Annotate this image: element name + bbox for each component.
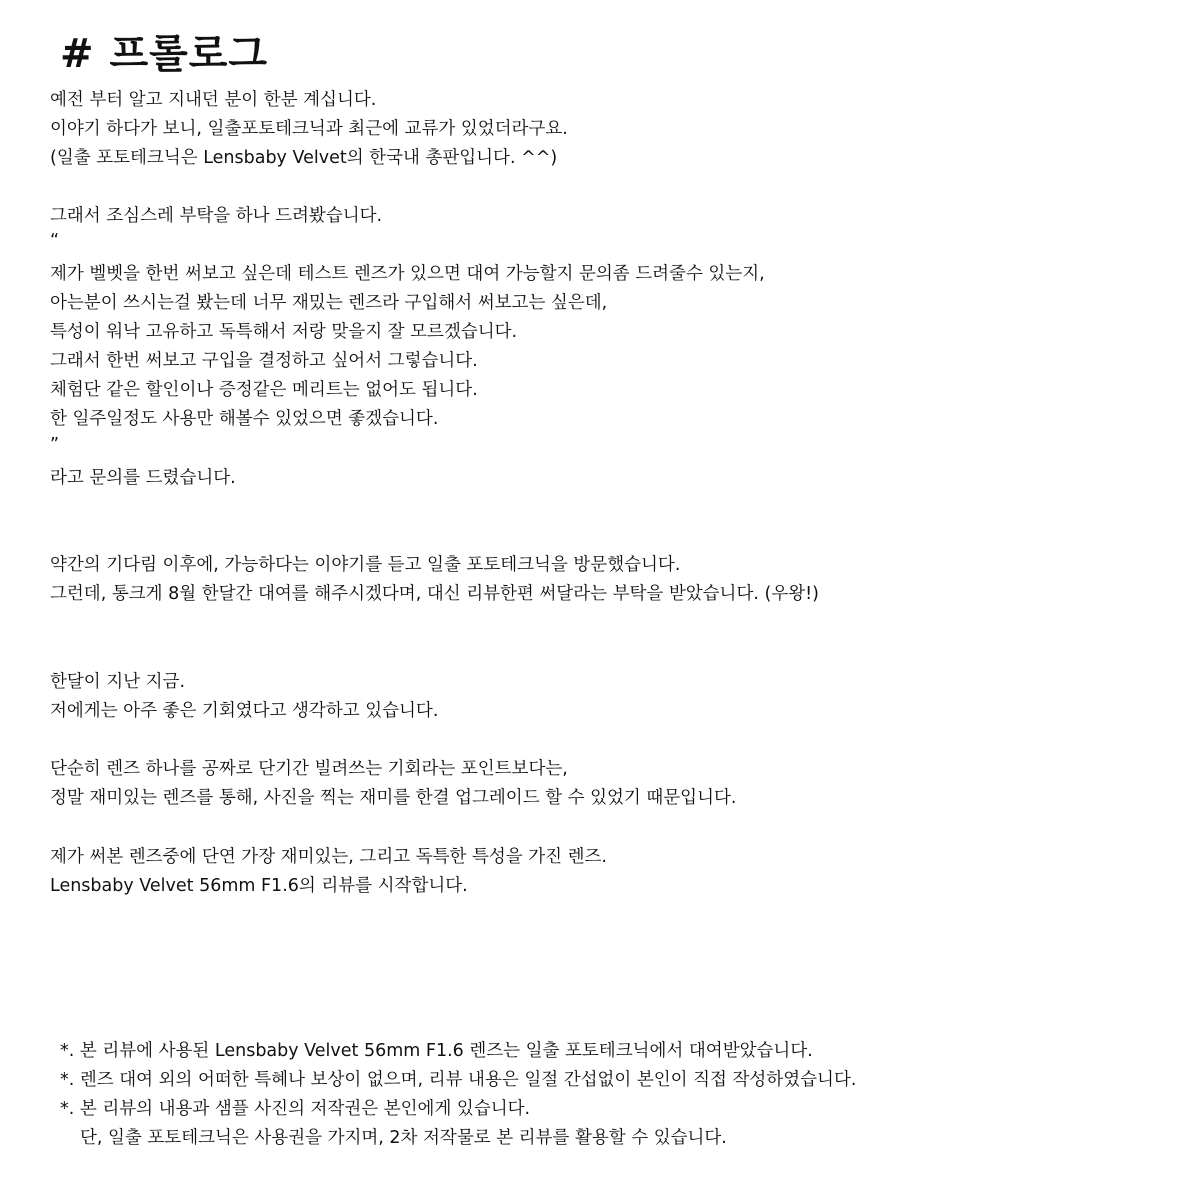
- inquiry-line-6: 한 일주일정도 사용만 해볼수 있었으면 좋겠습니다.: [50, 409, 439, 429]
- now-line-2: 저에게는 아주 좋은 기회였다고 생각하고 있습니다.: [50, 701, 439, 721]
- reason-line-1: 단순히 렌즈 하나를 공짜로 단기간 빌려쓰는 기회라는 포인트보다는,: [50, 759, 568, 779]
- intro-line-1: 예전 부터 알고 지내던 분이 한분 계십니다.: [50, 90, 377, 110]
- start-line-1: 제가 써본 렌즈중에 단연 가장 재미있는, 그리고 독특한 특성을 가진 렌즈.: [50, 847, 607, 867]
- inquiry-line-5: 체험단 같은 할인이나 증정같은 메리트는 없어도 됩니다.: [50, 380, 478, 400]
- page-title: # 프롤로그: [60, 31, 269, 77]
- inquiry-line-2: 아는분이 쓰시는걸 봤는데 너무 재밌는 렌즈라 구입해서 써보고는 싶은데,: [50, 293, 608, 313]
- disclaimer-note-3: *. 본 리뷰의 내용과 샘플 사진의 저작권은 본인에게 있습니다.: [60, 1099, 531, 1119]
- visit-line-2: 그런데, 통크게 8월 한달간 대여를 해주시겠다며, 대신 리뷰한편 써달라는 부탁을 받았습니다. (우왕!): [50, 584, 819, 604]
- disclaimer-note-4: 단, 일출 포토테크닉은 사용권을 가지며, 2차 저작물로 본 리뷰를 활용할 수 있습니다.: [80, 1128, 727, 1148]
- reason-line-2: 정말 재미있는 렌즈를 통해, 사진을 찍는 재미를 한결 업그레이드 할 수 있었기 때문입니다.: [50, 788, 737, 808]
- visit-line-1: 약간의 기다림 이후에, 가능하다는 이야기를 듣고 일출 포토테크닉을 방문했습니다.: [50, 555, 681, 575]
- inquiry-line-4: 그래서 한번 써보고 구입을 결정하고 싶어서 그렇습니다.: [50, 351, 478, 371]
- now-line-1: 한달이 지난 지금.: [50, 672, 186, 692]
- disclaimer-note-1: *. 본 리뷰에 사용된 Lensbaby Velvet 56mm F1.6 렌즈는 일출 포토테크닉에서 대여받았습니다.: [60, 1041, 813, 1061]
- disclaimer-note-2: *. 렌즈 대여 외의 어떠한 특혜나 보상이 없으며, 리뷰 내용은 일절 간섭없이 본인이 직접 작성하였습니다.: [60, 1070, 857, 1090]
- open-quote: “: [50, 231, 60, 251]
- close-quote: ”: [50, 435, 60, 455]
- after-quote-line: 라고 문의를 드렸습니다.: [50, 468, 236, 488]
- inquiry-line-3: 특성이 워낙 고유하고 독특해서 저랑 맞을지 잘 모르겠습니다.: [50, 322, 518, 342]
- intro-line-2: 이야기 하다가 보니, 일출포토테크닉과 최근에 교류가 있었더라구요.: [50, 119, 568, 139]
- intro-line-3: (일출 포토테크닉은 Lensbaby Velvet의 한국내 총판입니다. ^^): [50, 148, 558, 168]
- intro-line-4: 그래서 조심스레 부탁을 하나 드려봤습니다.: [50, 206, 383, 226]
- start-line-2: Lensbaby Velvet 56mm F1.6의 리뷰를 시작합니다.: [50, 876, 468, 896]
- inquiry-line-1: 제가 벨벳을 한번 써보고 싶은데 테스트 렌즈가 있으면 대여 가능할지 문의좀 드려줄수 있는지,: [50, 264, 765, 284]
